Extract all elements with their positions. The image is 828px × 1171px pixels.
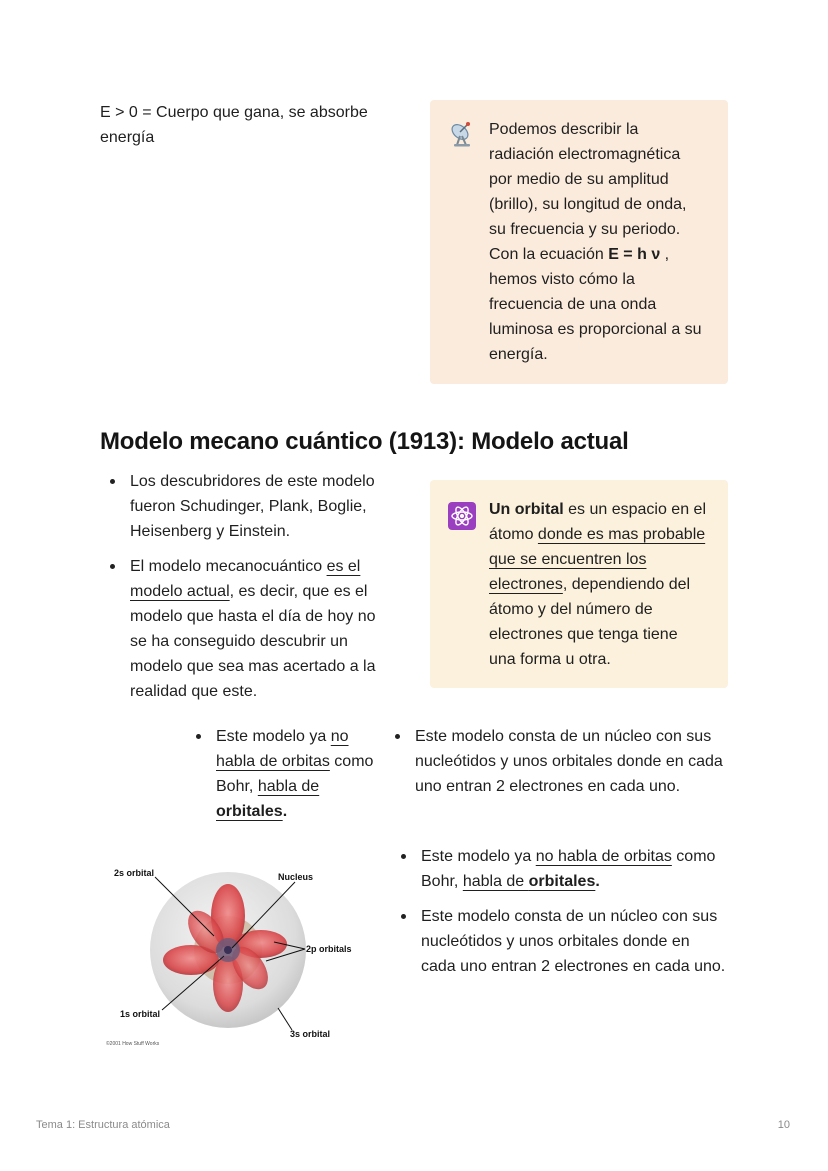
- label-1s-orbital: 1s orbital: [120, 1009, 161, 1019]
- mid-underline-1: no habla de orbitas: [216, 728, 349, 770]
- discoverers-text: Los descubridores de este modelo fueron Schudinger, Plank, Boglie, Heisenberg y Einstein.: [130, 473, 375, 540]
- r2-text-c: .: [595, 873, 600, 890]
- r2-text-b: como Bohr,: [421, 848, 716, 890]
- mid-text-a: Este modelo ya: [216, 728, 331, 745]
- mid-underline-2: habla de orbitales: [216, 778, 320, 820]
- list-item: [186, 724, 386, 824]
- radiation-text-2: , hemos visto cómo la frecuencia de una onda luminosa es proporcional a su energía.: [489, 246, 702, 363]
- label-2p-orbitals: 2p orbitals: [306, 944, 352, 954]
- right-bullet-list-1: [385, 724, 730, 799]
- orbital-diagram-svg: [100, 858, 370, 1050]
- label-3s-orbital: 3s orbital: [290, 1029, 331, 1039]
- nucleus-text: Este modelo consta de un núcleo con sus nucleótidos y unos orbitales donde en cada uno entran 2 electrones en cada uno.: [415, 728, 723, 795]
- footer-title: Tema 1: Estructura atómica: [36, 1119, 170, 1131]
- label-2s-orbital: 2s orbital: [114, 868, 155, 878]
- orbital-text-2: , dependiendo del átomo y del número de electrones que tenga tiene una forma u otra.: [489, 576, 691, 668]
- list-item: [385, 724, 730, 799]
- r2-underline-1: no habla de orbitas: [535, 848, 672, 865]
- model-text-a: El modelo mecanocuántico: [130, 558, 327, 575]
- radiation-callout: [430, 100, 728, 384]
- equation: E = h ν: [608, 246, 661, 263]
- radiation-callout-text: [489, 117, 706, 367]
- mid-text-b: como Bohr,: [216, 753, 374, 795]
- orbital-bold: Un orbital: [489, 501, 564, 518]
- current-model-underline: es el modelo actual: [130, 558, 361, 600]
- orbital-text-1: es un espacio en el átomo: [489, 501, 706, 543]
- list-item: [391, 844, 728, 894]
- orbital-callout-text: [489, 497, 706, 672]
- mid-bullet-list: [186, 724, 386, 824]
- page-number: 10: [777, 1119, 790, 1131]
- model-text-b: , es decir, que es el modelo que hasta el día de hoy no se ha conseguido descubrir un modelo que sea mas acertado a la realidad que este.: [130, 583, 376, 700]
- orbital-diagram: [100, 858, 370, 1050]
- orbital-callout: [430, 480, 728, 688]
- left-bullet-list: [100, 469, 392, 704]
- r2-underline-2: habla de orbitales: [462, 873, 596, 890]
- list-item: [100, 469, 392, 544]
- r2-nucleus-text: Este modelo consta de un núcleo con sus nucleótidos y unos orbitales donde en cada uno entran 2 electrones en cada uno.: [421, 908, 726, 975]
- list-item: [100, 554, 392, 704]
- diagram-credit: ©2001 How Stuff Works: [106, 1041, 160, 1047]
- label-nucleus: Nucleus: [278, 872, 314, 882]
- right-bullet-list-2: [391, 844, 728, 979]
- orbital-underline: donde es mas probable que se encuentren los electrones: [489, 526, 706, 593]
- mid-text-c: .: [282, 803, 288, 820]
- list-item: [391, 904, 728, 979]
- nucleus: [224, 946, 232, 954]
- r2-text-a: Este modelo ya: [421, 848, 536, 865]
- section-title: Modelo mecano cuántico (1913): Modelo actual: [100, 428, 629, 455]
- radiation-text-1: Podemos describir la radiación electromagnética por medio de su amplitud (brillo), su longitud de onda, su frecuencia y su periodo. Con la ecuación: [489, 121, 687, 263]
- atom-icon: [448, 502, 476, 530]
- energy-note: E > 0 = Cuerpo que gana, se absorbe energía: [100, 104, 368, 146]
- satellite-antenna-icon: [448, 120, 476, 148]
